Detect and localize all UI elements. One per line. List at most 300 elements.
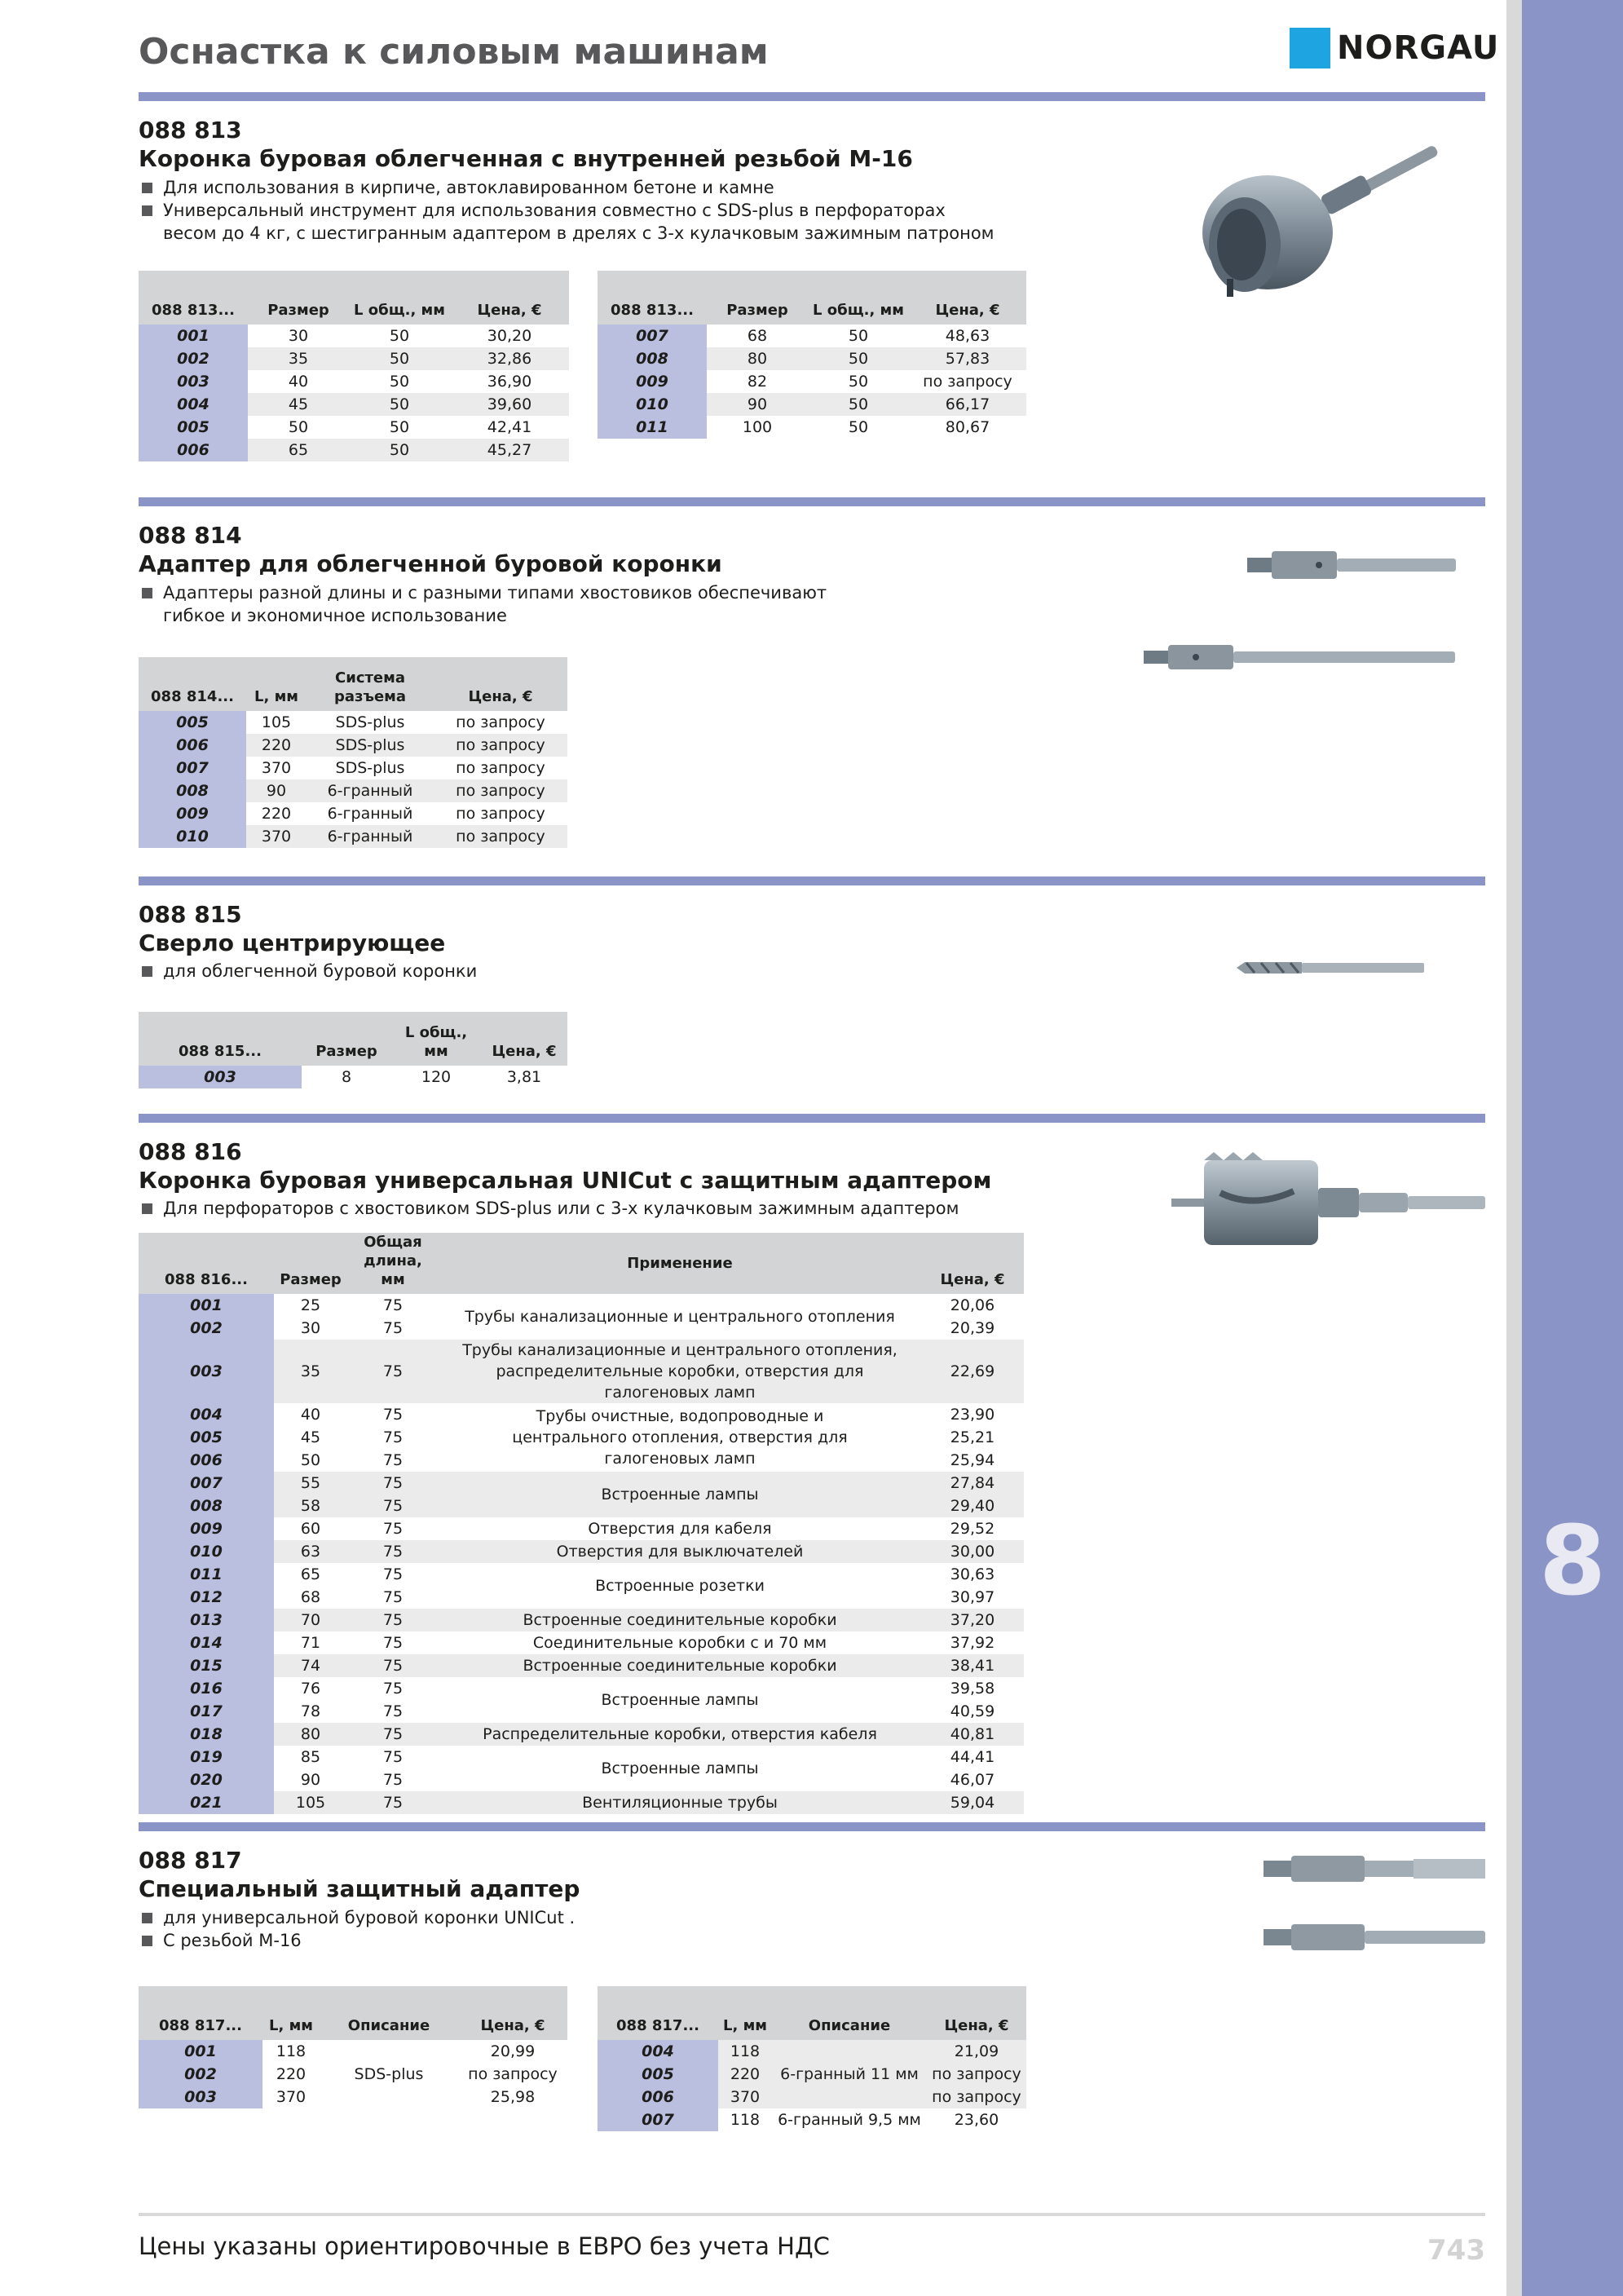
feature-list: [140, 1197, 959, 1220]
article-code: 001: [139, 2040, 262, 2063]
size-cell: 76: [300, 1680, 321, 1698]
feature-line: Универсальный инструмент для использования совместно с SDS-plus в перфораторах: [163, 201, 946, 220]
table-row: [139, 1609, 1024, 1631]
article-code: 005: [139, 711, 246, 734]
price-cell: 39,58: [950, 1680, 995, 1698]
size-cell: 45: [300, 1428, 321, 1446]
centering-drill-image: [1237, 956, 1424, 980]
length-cell: 75: [347, 1472, 439, 1495]
table-row: [139, 757, 567, 779]
table-row: [139, 1677, 1024, 1700]
length-cell: 50: [349, 347, 450, 370]
length-cell: 75: [382, 1520, 404, 1538]
col-header: Цена, €: [921, 1233, 1024, 1294]
size-cell: 30: [300, 1319, 321, 1337]
size-cell: 40: [300, 1406, 321, 1424]
price-cell: 29,52: [950, 1520, 995, 1538]
article-code: 003: [139, 1340, 274, 1403]
article-code: 010: [598, 393, 707, 416]
article-code: 002: [139, 2063, 262, 2086]
table-row: [139, 1403, 1024, 1426]
length-cell: 118: [718, 2040, 772, 2063]
side-band-chapter: [1522, 0, 1623, 2296]
length-cell: 50: [808, 393, 909, 416]
article-code: 004: [139, 393, 248, 416]
length-cell: 75: [347, 1654, 439, 1677]
adapter-short-image: [1247, 545, 1456, 585]
page-title: Оснастка к силовым машинам: [139, 31, 769, 73]
length-cell: 75: [347, 1340, 439, 1403]
section-title: Адаптер для облегченной буровой коронки: [139, 550, 722, 577]
price-cell: 27,84: [921, 1472, 1024, 1495]
footer-note: Цены указаны ориентировочные в ЕВРО без учета НДС: [139, 2232, 830, 2260]
length-cell: 75: [382, 1319, 404, 1337]
price-cell: 29,40: [921, 1495, 1024, 1517]
feature-line: гибкое и экономичное использование: [163, 606, 507, 625]
col-header: 088 813...: [139, 271, 248, 325]
length-cell: 75: [347, 1723, 439, 1746]
col-header: Описание: [772, 1986, 927, 2040]
table-row: [139, 439, 569, 461]
article-code: 003: [139, 2086, 262, 2108]
application-cell: Трубы очистные, водопроводные и центрального отопления, отверстия для галогеновых ламп: [512, 1407, 848, 1468]
table-row: [139, 393, 569, 416]
length-cell: 75: [382, 1428, 404, 1446]
price-cell: 32,86: [450, 347, 569, 370]
table-row: [139, 347, 569, 370]
size-cell: 85: [300, 1748, 321, 1766]
col-header: Цена, €: [450, 271, 569, 325]
article-code: 010: [139, 1540, 274, 1563]
length-cell: 50: [848, 418, 869, 436]
col-header: Описание: [320, 1986, 458, 2040]
article-code: 003: [139, 1066, 302, 1088]
length-cell: 50: [848, 327, 869, 345]
article-code: 013: [139, 1609, 274, 1631]
length-cell: 370: [718, 2086, 772, 2108]
article-code: 008: [139, 779, 246, 802]
description-cell: 6-гранный 9,5 мм: [778, 2111, 921, 2129]
length-cell: 370: [261, 759, 292, 777]
col-header: L общ., мм: [808, 271, 909, 325]
section-title: Коронка буровая облегченная с внутренней резьбой М-16: [139, 145, 913, 172]
system-cell: 6-гранный: [307, 779, 434, 802]
application-cell: Трубы канализационные и центрального отопления: [465, 1308, 895, 1326]
price-cell: 25,21: [950, 1428, 995, 1446]
application-cell: Встроенные лампы: [601, 1691, 759, 1709]
feature-line: весом до 4 кг, с шестигранным адаптером в дрелях с 3-х кулачковым зажимным патроном: [163, 223, 995, 243]
size-cell: 40: [288, 373, 309, 391]
size-cell: 82: [747, 373, 768, 391]
col-header: 088 814...: [139, 657, 246, 711]
price-cell: 44,41: [950, 1748, 995, 1766]
table-row: [139, 1563, 1024, 1586]
length-cell: 75: [382, 1748, 404, 1766]
section-code: 088 817: [139, 1847, 242, 1874]
price-cell: 80,67: [945, 418, 990, 436]
footer-divider: [139, 2213, 1485, 2216]
application-cell: Встроенные соединительные коробки: [439, 1654, 921, 1677]
price-table: [139, 271, 569, 461]
length-cell: 75: [382, 1565, 404, 1583]
col-header: Система разъема: [307, 657, 434, 711]
length-cell: 50: [349, 393, 450, 416]
price-cell: 36,90: [487, 373, 532, 391]
price-cell: 40,81: [921, 1723, 1024, 1746]
table-row: [139, 825, 567, 848]
price-cell: по запросу: [468, 2065, 558, 2083]
price-cell: по запросу: [434, 825, 567, 848]
article-code: 001: [139, 325, 248, 347]
table-row: [598, 347, 1026, 370]
feature-list: [140, 960, 477, 982]
table-row: [598, 2040, 1026, 2063]
article-code: 008: [598, 347, 707, 370]
price-cell: 22,69: [921, 1340, 1024, 1403]
table-row: [139, 734, 567, 757]
table-row: [139, 370, 569, 393]
application-cell: Встроенные лампы: [439, 1472, 921, 1517]
col-header: Цена, €: [909, 271, 1026, 325]
article-code: 005: [139, 416, 248, 439]
system-cell: SDS-plus: [335, 713, 405, 731]
size-cell: 80: [274, 1723, 347, 1746]
table-row: [598, 416, 1026, 439]
table-row: [139, 711, 567, 734]
size-cell: 50: [288, 418, 309, 436]
price-cell: по запросу: [923, 373, 1012, 391]
section-title: Специальный защитный адаптер: [139, 1875, 580, 1902]
size-cell: 90: [707, 393, 808, 416]
article-code: 019: [139, 1746, 274, 1768]
price-cell: 57,83: [909, 347, 1026, 370]
article-code: 002: [139, 1317, 274, 1340]
table-row: [139, 1631, 1024, 1654]
length-cell: 220: [246, 734, 307, 757]
table-row: [139, 1654, 1024, 1677]
article-code: 006: [139, 1449, 274, 1472]
price-cell: 40,59: [950, 1702, 995, 1720]
length-cell: 50: [349, 439, 450, 461]
unicut-bit-image: [1171, 1144, 1485, 1262]
article-code: 011: [139, 1563, 274, 1586]
length-cell: 50: [848, 373, 869, 391]
price-table: [139, 1233, 1024, 1814]
article-code: 021: [139, 1791, 274, 1814]
article-code: 006: [139, 734, 246, 757]
size-cell: 35: [274, 1340, 347, 1403]
price-cell: 42,41: [487, 418, 532, 436]
application-cell: Вентиляционные трубы: [439, 1791, 921, 1814]
system-cell: 6-гранный: [327, 805, 413, 823]
price-cell: 30,63: [950, 1565, 995, 1583]
table-row: [598, 325, 1026, 347]
price-table: [598, 1986, 1026, 2131]
col-header: Цена, €: [434, 657, 567, 711]
feature-item: [140, 199, 995, 245]
price-cell: 25,98: [490, 2088, 536, 2106]
size-cell: 60: [300, 1520, 321, 1538]
price-cell: 30,00: [921, 1540, 1024, 1563]
feature-line: Адаптеры разной длины и с разными типами хвостовиков обеспечивают: [163, 583, 827, 603]
table-row: [139, 1472, 1024, 1495]
article-code: 006: [598, 2086, 718, 2108]
table-row: [139, 1540, 1024, 1563]
article-code: 015: [139, 1654, 274, 1677]
length-cell: 50: [389, 327, 410, 345]
feature-item: [140, 581, 827, 627]
price-cell: 20,06: [950, 1296, 995, 1314]
price-cell: 21,09: [927, 2040, 1026, 2063]
length-cell: 118: [276, 2042, 307, 2060]
table-row: [139, 1340, 1024, 1403]
table-row: [139, 802, 567, 825]
price-table: [598, 271, 1026, 439]
article-code: 014: [139, 1631, 274, 1654]
price-cell: по запросу: [456, 759, 545, 777]
price-cell: 30,97: [950, 1588, 995, 1606]
size-cell: 80: [707, 347, 808, 370]
protective-adapter-sds-image: [1264, 1919, 1485, 1955]
col-header: 088 815...: [139, 1012, 302, 1066]
page-number: 743: [1427, 2234, 1485, 2267]
article-code: 016: [139, 1677, 274, 1700]
description-cell: 6-гранный 11 мм: [772, 2040, 927, 2108]
table-row: [598, 2108, 1026, 2131]
logo-square-icon: [1290, 28, 1330, 68]
length-cell: 75: [347, 1609, 439, 1631]
length-cell: 75: [382, 1296, 404, 1314]
adapter-long-image: [1144, 639, 1455, 675]
article-code: 012: [139, 1586, 274, 1609]
size-cell: 8: [341, 1068, 352, 1086]
col-header: L, мм: [246, 657, 307, 711]
price-cell: 37,92: [950, 1634, 995, 1652]
col-header: 088 816...: [139, 1233, 274, 1294]
application-cell: Встроенные соединительные коробки: [439, 1609, 921, 1631]
article-code: 005: [598, 2063, 718, 2086]
table-row: [598, 393, 1026, 416]
table-row: [139, 1066, 567, 1088]
size-cell: 105: [274, 1791, 347, 1814]
table-row: [139, 325, 569, 347]
length-cell: 118: [730, 2111, 761, 2129]
application-cell: Встроенные лампы: [601, 1760, 759, 1777]
brand-logo: [1290, 28, 1499, 68]
feature-item: Для использования в кирпиче, автоклавированном бетоне и камне: [140, 176, 995, 199]
length-cell: 75: [382, 1588, 404, 1606]
article-code: 004: [139, 1403, 274, 1426]
system-cell: SDS-plus: [335, 759, 405, 777]
size-cell: 100: [742, 418, 773, 436]
length-cell: 75: [382, 1451, 404, 1469]
table-row: [598, 370, 1026, 393]
size-cell: 68: [300, 1588, 321, 1606]
description-cell: SDS-plus: [354, 2065, 424, 2083]
application-cell: Отверстия для выключателей: [439, 1540, 921, 1563]
article-code: 017: [139, 1700, 274, 1723]
application-cell: Трубы канализационные и центрального отопления, распределительные коробки, отверстия для галогеновых ламп: [439, 1340, 921, 1403]
col-header: Размер: [707, 271, 808, 325]
price-cell: 45,27: [450, 439, 569, 461]
price-table: [139, 1012, 567, 1088]
size-cell: 58: [274, 1495, 347, 1517]
length-cell: 370: [276, 2088, 307, 2106]
size-cell: 71: [300, 1634, 321, 1652]
section-code: 088 816: [139, 1138, 242, 1165]
protective-adapter-hex-image: [1264, 1851, 1485, 1887]
section-divider: [139, 497, 1485, 506]
feature-list: [140, 176, 995, 245]
size-cell: 70: [274, 1609, 347, 1631]
article-code: 002: [139, 347, 248, 370]
price-cell: по запросу: [434, 734, 567, 757]
size-cell: 35: [248, 347, 349, 370]
brand-name: NORGAU: [1337, 29, 1500, 67]
section-divider: [139, 1114, 1485, 1123]
section-code: 088 815: [139, 901, 242, 928]
price-cell: по запросу: [434, 779, 567, 802]
size-cell: 30: [288, 327, 309, 345]
length-cell: 75: [382, 1702, 404, 1720]
col-header: 088 813...: [598, 271, 707, 325]
article-code: 006: [139, 439, 248, 461]
length-cell: 75: [347, 1540, 439, 1563]
table-row: [139, 1517, 1024, 1540]
length-cell: 90: [246, 779, 307, 802]
system-cell: 6-гранный: [307, 825, 434, 848]
price-cell: по запросу: [456, 805, 545, 823]
col-header: 088 817...: [598, 1986, 718, 2040]
col-header: Цена, €: [927, 1986, 1026, 2040]
price-cell: 20,39: [950, 1319, 995, 1337]
feature-item: Для перфораторов с хвостовиком SDS-plus или с 3-х кулачковым зажимным адаптером: [140, 1197, 959, 1220]
price-cell: 59,04: [921, 1791, 1024, 1814]
col-header: Применение: [439, 1233, 921, 1294]
section-code: 088 813: [139, 117, 242, 144]
section-title: Сверло центрирующее: [139, 929, 446, 956]
size-cell: 74: [274, 1654, 347, 1677]
price-cell: по запросу: [927, 2086, 1026, 2108]
length-cell: 75: [382, 1680, 404, 1698]
feature-list: [140, 581, 827, 627]
price-cell: 39,60: [450, 393, 569, 416]
price-table: [139, 1986, 567, 2108]
price-cell: 38,41: [921, 1654, 1024, 1677]
price-cell: 37,20: [921, 1609, 1024, 1631]
price-cell: 23,60: [954, 2111, 999, 2129]
feature-list: [140, 1906, 575, 1952]
size-cell: 50: [300, 1451, 321, 1469]
length-cell: 50: [389, 418, 410, 436]
length-cell: 50: [389, 373, 410, 391]
size-cell: 65: [300, 1565, 321, 1583]
col-header: L общ., мм: [349, 271, 450, 325]
col-header: L, мм: [718, 1986, 772, 2040]
length-cell: 220: [718, 2063, 772, 2086]
article-code: 007: [139, 1472, 274, 1495]
article-code: 009: [139, 802, 246, 825]
price-cell: 3,81: [506, 1068, 542, 1086]
col-header: Размер: [274, 1233, 347, 1294]
length-cell: 370: [246, 825, 307, 848]
price-cell: 23,90: [950, 1406, 995, 1424]
feature-item: для универсальной буровой коронки UNICut .: [140, 1906, 575, 1929]
col-header: Общая длина, мм: [347, 1233, 439, 1294]
col-header: Цена, €: [481, 1012, 567, 1066]
price-cell: по запросу: [456, 713, 545, 731]
length-cell: 220: [261, 805, 292, 823]
application-cell: Распределительные коробки, отверстия кабеля: [439, 1723, 921, 1746]
application-cell: Отверстия для кабеля: [588, 1520, 772, 1538]
length-cell: 105: [261, 713, 292, 731]
col-header: Цена, €: [458, 1986, 567, 2040]
size-cell: 65: [248, 439, 349, 461]
section-code: 088 814: [139, 522, 242, 549]
price-table: [139, 657, 567, 848]
article-code: 007: [598, 325, 707, 347]
side-band-grey: [1506, 0, 1522, 2296]
price-cell: 30,20: [487, 327, 532, 345]
length-cell: 75: [347, 1791, 439, 1814]
price-cell: 20,99: [490, 2042, 536, 2060]
feature-item: С резьбой М-16: [140, 1929, 575, 1952]
section-divider: [139, 92, 1485, 101]
article-code: 020: [139, 1768, 274, 1791]
system-cell: SDS-plus: [307, 734, 434, 757]
price-cell: 46,07: [950, 1771, 995, 1789]
length-cell: 75: [347, 1495, 439, 1517]
size-cell: 55: [274, 1472, 347, 1495]
table-row: [139, 416, 569, 439]
section-title: Коронка буровая универсальная UNICut с защитным адаптером: [139, 1167, 992, 1194]
size-cell: 25: [300, 1296, 321, 1314]
article-code: 001: [139, 1294, 274, 1317]
col-header: Размер: [302, 1012, 391, 1066]
size-cell: 45: [248, 393, 349, 416]
article-code: 005: [139, 1426, 274, 1449]
table-row: [139, 2040, 567, 2063]
article-code: 009: [139, 1517, 274, 1540]
price-cell: 48,63: [945, 327, 990, 345]
length-cell: 220: [276, 2065, 307, 2083]
chapter-number: 8: [1538, 1504, 1607, 1617]
size-cell: 78: [300, 1702, 321, 1720]
article-code: 007: [139, 757, 246, 779]
table-row: [139, 779, 567, 802]
table-row: [139, 1746, 1024, 1768]
length-cell: 50: [808, 347, 909, 370]
price-cell: 66,17: [909, 393, 1026, 416]
article-code: 010: [139, 825, 246, 848]
size-cell: 68: [747, 327, 768, 345]
col-header: L, мм: [262, 1986, 320, 2040]
table-row: [139, 1723, 1024, 1746]
price-cell: по запросу: [927, 2063, 1026, 2086]
application-cell: Встроенные розетки: [595, 1577, 765, 1595]
col-header: L общ., мм: [391, 1012, 481, 1066]
article-code: 009: [598, 370, 707, 393]
application-cell: Соединительные коробки с и 70 мм: [532, 1634, 827, 1652]
length-cell: 75: [382, 1771, 404, 1789]
size-cell: 63: [274, 1540, 347, 1563]
section-divider: [139, 1822, 1485, 1831]
price-cell: 25,94: [950, 1451, 995, 1469]
col-header: 088 817...: [139, 1986, 262, 2040]
length-cell: 75: [382, 1634, 404, 1652]
size-cell: 90: [300, 1771, 321, 1789]
section-divider: [139, 876, 1485, 885]
